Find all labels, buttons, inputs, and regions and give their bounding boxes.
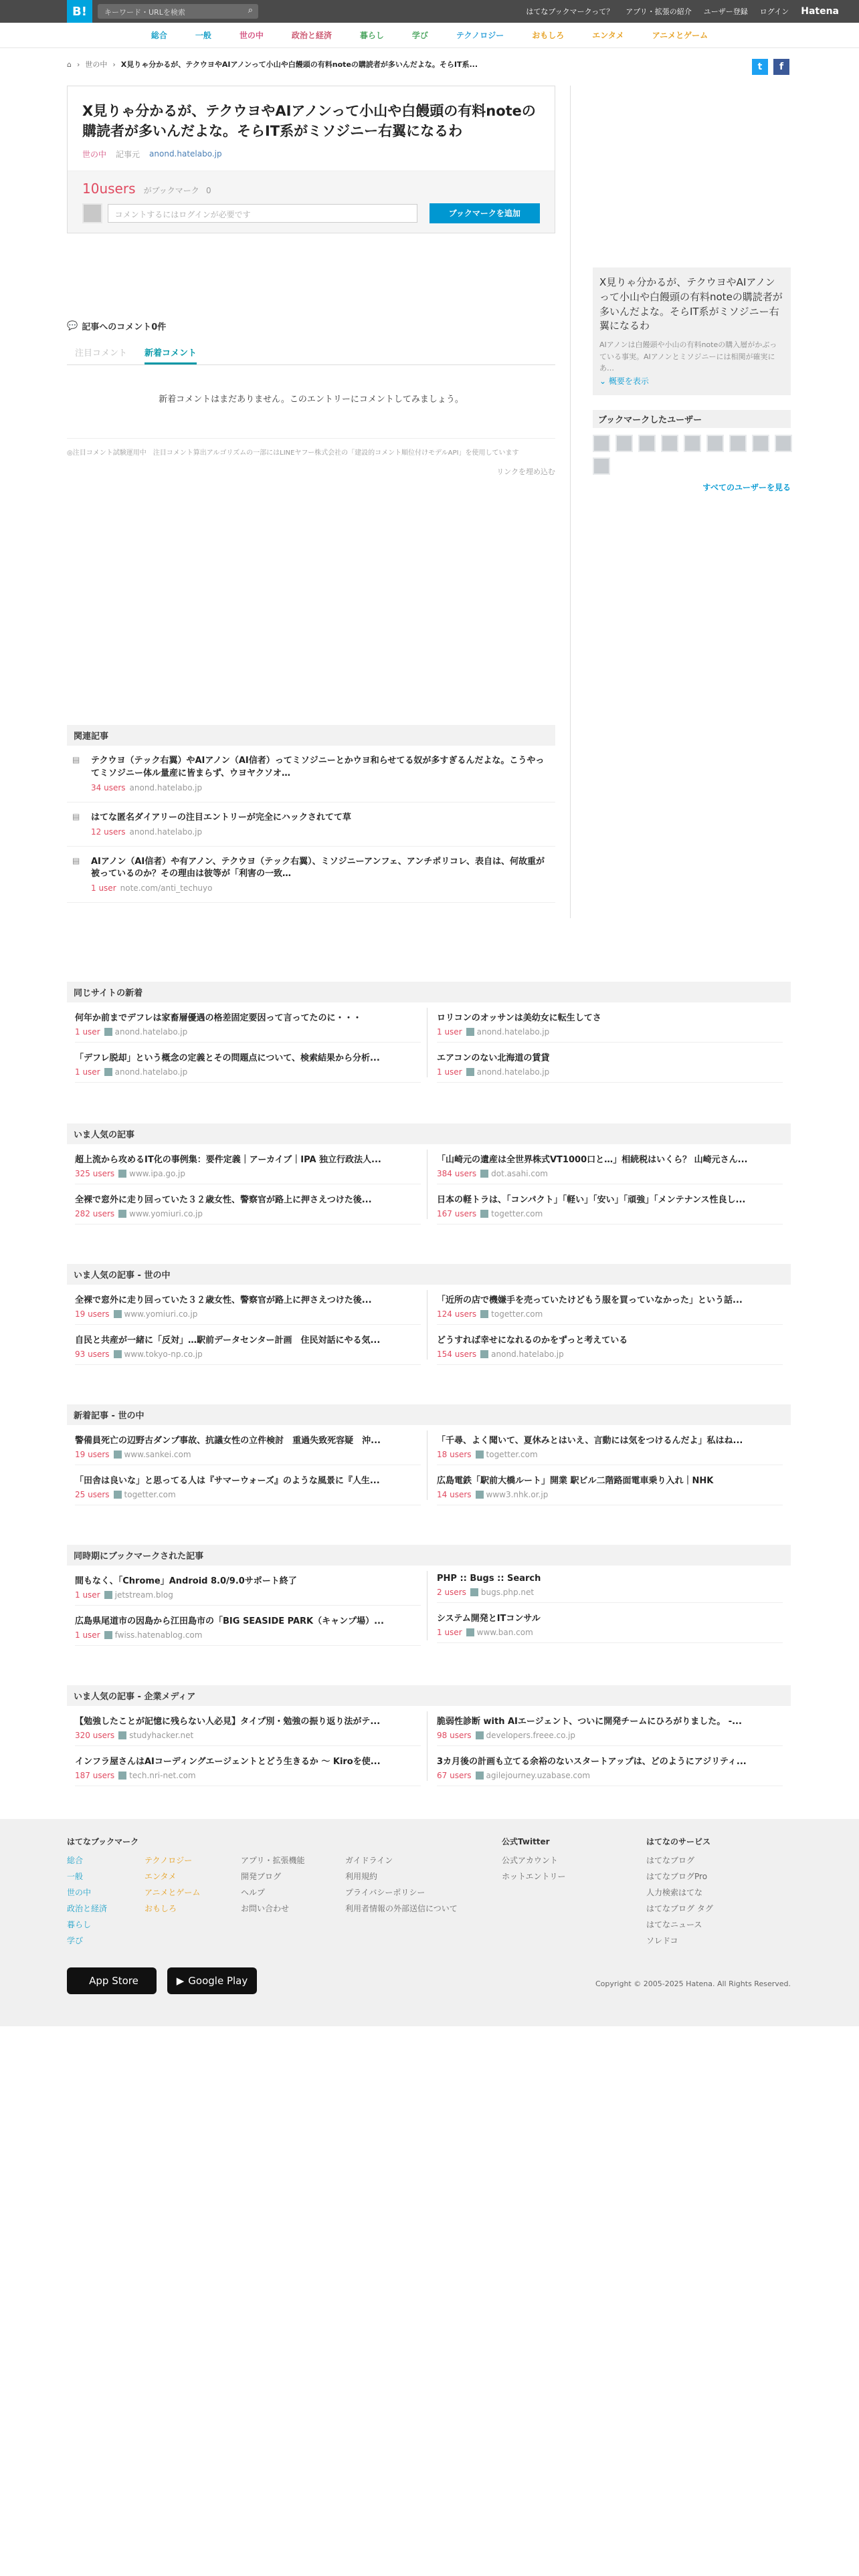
user-avatar[interactable] <box>729 435 747 452</box>
item-title[interactable]: 全裸で窓外に走り回っていた３２歳女性、警察官が路上に押さえつけた後... <box>75 1295 372 1305</box>
user-avatar[interactable] <box>706 435 724 452</box>
item-title[interactable]: 日本の軽トラは、「コンパクト」「軽い」「安い」「頑強」「メンテナンス性良し... <box>437 1195 746 1205</box>
list-item[interactable] <box>437 1325 783 1365</box>
related-site[interactable]: anond.hatelabo.jp <box>129 827 203 837</box>
app-store-badge[interactable] <box>67 1967 157 1994</box>
item-users[interactable]: 1 user <box>75 1027 100 1037</box>
list-item[interactable] <box>437 1144 783 1184</box>
item-title[interactable]: 「千尋、よく聞いて、夏休みとはいえ、言動には気をつけるんだよ」私はね... <box>437 1436 743 1446</box>
section-heading: いま人気の記事 - 世の中 <box>67 1264 791 1285</box>
related-item[interactable] <box>67 746 555 802</box>
item-users[interactable]: 384 users <box>437 1169 477 1178</box>
comment-tabs <box>67 342 555 365</box>
all-users-link[interactable]: すべてのユーザーを見る <box>702 483 791 493</box>
item-site[interactable]: anond.hatelabo.jp <box>476 1067 550 1077</box>
article-section <box>67 1685 791 1786</box>
list-item[interactable] <box>75 1706 421 1746</box>
user-avatar[interactable] <box>752 435 769 452</box>
item-title[interactable]: 【勉強したことが記憶に残らない人必見】タイプ別・勉強の振り返り法がテ... <box>75 1717 381 1727</box>
user-avatar[interactable] <box>593 457 610 475</box>
item-users[interactable]: 1 user <box>75 1067 100 1077</box>
item-site[interactable]: fwiss.hatenablog.com <box>114 1630 203 1640</box>
footer-link[interactable]: 利用規約 <box>345 1872 378 1881</box>
item-site[interactable]: anond.hatelabo.jp <box>114 1067 188 1077</box>
entry-author-label: 記事元 <box>116 149 140 159</box>
related-heading: 関連記事 <box>67 725 555 746</box>
item-title[interactable]: 「近所の店で機嫌手を売っていたけどもう服を買っていなかった」という話... <box>437 1295 743 1305</box>
list-item[interactable] <box>75 1285 421 1325</box>
item-users[interactable]: 19 users <box>75 1450 110 1459</box>
user-avatar[interactable] <box>661 435 678 452</box>
related-site[interactable]: anond.hatelabo.jp <box>129 782 203 792</box>
list-item[interactable] <box>437 1566 783 1603</box>
footer-category-link[interactable]: おもしろ <box>145 1904 177 1913</box>
article-section <box>67 1545 791 1646</box>
home-icon[interactable]: ⌂ <box>67 60 72 69</box>
favicon-icon <box>104 1068 112 1076</box>
section-column <box>67 1706 429 1786</box>
list-item[interactable] <box>437 1285 783 1325</box>
register-link[interactable]: ユーザー登録 <box>703 7 748 16</box>
article-icon: ▤ <box>72 811 80 821</box>
footer-link[interactable]: プライバシーポリシー <box>345 1888 425 1897</box>
section-column <box>67 1566 429 1646</box>
share-buttons <box>752 59 789 75</box>
top-links <box>526 0 839 23</box>
footer-link[interactable]: 利用者情報の外部送信について <box>345 1904 458 1913</box>
footer-category-link[interactable]: 暮らし <box>67 1920 92 1929</box>
section-column <box>429 1144 791 1224</box>
google-play-badge[interactable] <box>167 1967 257 1994</box>
favicon-icon <box>114 1491 122 1499</box>
item-title[interactable]: 「山崎元の遺産は全世界株式VT1000口と…」相続税はいくら？ 山崎元さん... <box>437 1155 748 1165</box>
search-placeholder: キーワード・URLを検索 <box>104 8 185 17</box>
related-articles <box>67 725 555 903</box>
section-column <box>429 1425 791 1505</box>
footer-bookmark-title: はてなブックマーク <box>67 1837 139 1846</box>
embed-link[interactable]: リンクを埋め込む <box>496 467 555 476</box>
footer-category-link[interactable]: 総合 <box>67 1856 84 1865</box>
section-column <box>429 1566 791 1646</box>
item-site[interactable]: bugs.php.net <box>480 1588 535 1597</box>
hatena-brand[interactable]: Hatena <box>801 6 839 17</box>
favicon-icon <box>104 1591 112 1599</box>
bookmark-label: がブックマーク <box>143 185 199 195</box>
list-item[interactable] <box>75 1043 421 1083</box>
item-users[interactable]: 14 users <box>437 1490 472 1499</box>
item-users[interactable]: 1 user <box>75 1590 100 1600</box>
item-users[interactable]: 1 user <box>437 1628 462 1637</box>
related-title[interactable]: テクウヨ（テック右翼）やAIアノン（AI信者）ってミソジニーとかウヨ和らせてる奴が多すぎるんだよな。こうやってミソジニー体ル量産に皆まらず、ウヨヤクソオ… <box>91 756 545 778</box>
section-heading: 新着記事 - 世の中 <box>67 1404 791 1425</box>
section-column <box>67 1144 429 1224</box>
show-summary-link[interactable]: ⌄ 概要を表示 <box>599 376 649 386</box>
breadcrumb: ⌂ › 世の中 › X見りゃ分かるが、テクウヨやAIアノンって小山や白饅頭の有料noteの購読者が多いんだよな。そらIT系... <box>67 60 478 69</box>
section-column <box>429 1285 791 1365</box>
favicon-icon <box>480 1210 488 1218</box>
article-section <box>67 1123 791 1224</box>
item-site[interactable]: studyhacker.net <box>129 1731 194 1740</box>
user-avatar[interactable] <box>638 435 656 452</box>
article-section <box>67 1264 791 1365</box>
favicon-icon <box>104 1028 112 1036</box>
item-site[interactable]: togetter.com <box>491 1309 543 1319</box>
item-title[interactable]: インフラ屋さんはAIコーディングエージェントとどう生きるか ～ Kiroを使... <box>75 1757 381 1767</box>
apps-link[interactable]: アプリ・拡張の紹介 <box>626 7 692 16</box>
footer-category-link[interactable]: 一般 <box>67 1872 84 1881</box>
footer-twitter-title: 公式Twitter <box>502 1837 550 1846</box>
summary-title[interactable]: X見りゃ分かるが、テクウヨやAIアノンって小山や白饅頭の有料noteの購読者が多いんだよな。そらIT系がミソジニー右翼になるわ <box>599 276 783 332</box>
item-site[interactable]: developers.freee.co.jp <box>486 1731 576 1740</box>
category-tab[interactable]: 世の中 <box>239 31 264 40</box>
footer-link[interactable]: 開発ブログ <box>241 1872 282 1881</box>
favicon-icon <box>114 1451 122 1459</box>
footer-category-link[interactable]: 世の中 <box>67 1888 92 1897</box>
list-item[interactable] <box>75 1746 421 1786</box>
section-column <box>429 1002 791 1083</box>
top-bar <box>0 0 859 23</box>
hatena-bookmark-logo[interactable]: B! <box>67 0 92 23</box>
favicon-icon <box>466 1628 474 1636</box>
category-tab[interactable]: 暮らし <box>359 31 384 40</box>
category-tab[interactable]: おもしろ <box>532 31 565 40</box>
entry-category[interactable]: 世の中 <box>82 149 107 159</box>
category-tab[interactable]: アニメとゲーム <box>652 31 708 40</box>
show-summary-label: 概要を表示 <box>608 376 649 386</box>
avatar <box>82 203 102 223</box>
list-item[interactable] <box>75 1425 421 1465</box>
list-item[interactable] <box>75 1606 421 1646</box>
item-site[interactable]: www.tokyo-np.co.jp <box>124 1350 203 1359</box>
favicon-icon <box>466 1028 474 1036</box>
breadcrumb-category[interactable]: 世の中 <box>85 60 108 69</box>
category-tab[interactable]: テクノロジー <box>456 31 504 40</box>
user-avatar[interactable] <box>593 435 610 452</box>
footer-link[interactable]: ガイドライン <box>345 1856 393 1865</box>
breadcrumb-title: X見りゃ分かるが、テクウヨやAIアノンって小山や白饅頭の有料noteの購読者が多いんだよな。そらIT系... <box>120 60 478 69</box>
bookmarked-users-heading: ブックマークしたユーザー <box>593 410 791 428</box>
section-heading: いま人気の記事 - 企業メディア <box>67 1685 791 1706</box>
favicon-icon <box>480 1170 488 1178</box>
section-column <box>67 1285 429 1365</box>
related-title[interactable]: AIアノン（AI信者）や有アノン、テクウヨ（テック右翼）、ミソジニーアンフェ、アンチポリコレ、表自は、何故重が被っているのか？その理由は彼等が「利害の一致… <box>91 856 545 879</box>
footer-twitter-link[interactable]: ホットエントリー <box>502 1872 566 1881</box>
footer-service-link[interactable]: 人力検索はてな <box>646 1888 703 1897</box>
favicon-icon <box>118 1170 126 1178</box>
footer-services-title: はてなのサービス <box>646 1837 711 1846</box>
favicon-icon <box>476 1731 484 1739</box>
column-divider <box>570 86 571 918</box>
item-users[interactable]: 320 users <box>75 1731 115 1740</box>
summary-text: AIアノンは白饅頭や小山の有料noteの購入層がかぶっている事実。AIアノンとミソジニーには相関が確実にあ… <box>599 340 777 373</box>
category-tab[interactable]: 学び <box>411 31 428 40</box>
favicon-icon <box>476 1772 484 1780</box>
comments-section <box>67 320 555 477</box>
favicon-icon <box>476 1491 484 1499</box>
footer-service-link[interactable]: はてなブログ <box>646 1856 695 1865</box>
list-item[interactable] <box>75 1566 421 1606</box>
item-site[interactable]: anond.hatelabo.jp <box>491 1350 564 1359</box>
list-item[interactable] <box>437 1043 783 1083</box>
item-site[interactable]: anond.hatelabo.jp <box>114 1027 188 1037</box>
entry-title[interactable]: X見りゃ分かるが、テクウヨやAIアノンって小山や白饅頭の有料noteの購読者が多いんだよな。そらIT系がミソジニー右翼になるわ <box>82 103 536 140</box>
favicon-icon <box>476 1451 484 1459</box>
related-title[interactable]: はてな匿名ダイアリーの注目エントリーが完全にハックされてて草 <box>91 812 351 823</box>
footer-bookmark <box>67 1834 138 1852</box>
section-column <box>67 1002 429 1083</box>
comments-title <box>67 320 555 332</box>
section-heading: 同じサイトの新着 <box>67 982 791 1002</box>
item-title[interactable]: 超上流から攻めるIT化の事例集：要件定義｜アーカイブ｜IPA 独立行政法人... <box>75 1155 381 1165</box>
item-users[interactable]: 98 users <box>437 1731 472 1740</box>
add-bookmark-label: ブックマークを追加 <box>448 209 520 219</box>
article-section <box>67 1404 791 1505</box>
category-nav <box>0 23 859 48</box>
comments-title-text: 記事へのコメント0件 <box>82 322 167 332</box>
section-heading: いま人気の記事 <box>67 1123 791 1144</box>
tab-new[interactable]: 新着コメント <box>145 342 197 364</box>
article-section <box>67 982 791 1083</box>
item-title[interactable]: 全裸で窓外に走り回っていた３２歳女性、警察官が路上に押さえつけた後... <box>75 1195 372 1205</box>
tab-featured[interactable]: 注目コメント <box>75 348 128 358</box>
no-comments-text: 新着コメントはまだありません。このエントリーにコメントしてみましょう。 <box>159 395 464 405</box>
footer-category-link[interactable]: 政治と経済 <box>67 1904 108 1913</box>
favicon-icon <box>480 1310 488 1318</box>
item-title[interactable]: 「田舎は良いな」と思ってる人は『サマーウォーズ』のような風景に『人生... <box>75 1476 380 1486</box>
item-users[interactable]: 282 users <box>75 1209 115 1218</box>
related-users[interactable]: 1 user <box>91 883 116 893</box>
item-site[interactable]: www3.nhk.or.jp <box>486 1490 549 1499</box>
item-users[interactable]: 19 users <box>75 1309 110 1319</box>
favicon-icon <box>104 1631 112 1639</box>
facebook-icon[interactable]: f <box>773 59 789 75</box>
favicon-icon <box>118 1731 126 1739</box>
search-input[interactable] <box>98 4 258 19</box>
item-users[interactable]: 154 users <box>437 1350 477 1359</box>
related-site[interactable]: note.com/anti_techuyo <box>120 883 213 893</box>
item-users[interactable]: 325 users <box>75 1169 115 1178</box>
list-item[interactable] <box>437 1425 783 1465</box>
item-title[interactable]: 広島電鉄「駅前大橋ルート」開業 駅ビル二階路面電車乗り入れ｜NHK <box>437 1476 714 1486</box>
category-tab[interactable]: エンタメ <box>592 31 624 40</box>
comment-icon: 💬 <box>67 321 78 331</box>
footer-category-link[interactable]: テクノロジー <box>145 1856 193 1865</box>
item-site[interactable]: togetter.com <box>491 1209 543 1218</box>
add-bookmark-button[interactable] <box>430 203 540 223</box>
footer-link[interactable]: お問い合わせ <box>241 1904 290 1913</box>
item-users[interactable]: 1 user <box>437 1067 462 1077</box>
list-item[interactable] <box>437 1002 783 1043</box>
twitter-icon[interactable]: t <box>752 59 768 75</box>
item-users[interactable]: 167 users <box>437 1209 477 1218</box>
footer-service-link[interactable]: ソレドコ <box>646 1936 678 1945</box>
favicon-icon <box>466 1068 474 1076</box>
entry-box <box>67 86 555 233</box>
favicon-icon <box>114 1310 122 1318</box>
item-title[interactable]: 間もなく、「Chrome」Android 8.0/9.0サポート終了 <box>75 1576 297 1586</box>
footer <box>0 1819 859 2026</box>
item-users[interactable]: 187 users <box>75 1771 115 1780</box>
item-users[interactable]: 93 users <box>75 1350 110 1359</box>
item-users[interactable]: 2 users <box>437 1588 466 1597</box>
category-tab[interactable]: 総合 <box>151 31 167 40</box>
item-title[interactable]: 脆弱性診断 with AIエージェント、ついに開発チームにひろがりました。 -... <box>437 1717 742 1727</box>
app-store-label: App Store <box>89 1975 138 1987</box>
user-avatar[interactable] <box>775 435 792 452</box>
entry-source[interactable]: anond.hatelabo.jp <box>149 149 222 159</box>
list-item[interactable] <box>437 1603 783 1643</box>
favicon-icon <box>118 1772 126 1780</box>
section-heading: 同時期にブックマークされた記事 <box>67 1545 791 1566</box>
item-title[interactable]: ロリコンのオッサンは美幼女に転生してさ <box>437 1013 601 1023</box>
item-site[interactable]: jetstream.blog <box>114 1590 173 1600</box>
item-site[interactable]: agilejourney.uzabase.com <box>486 1771 591 1780</box>
item-title[interactable]: エアコンのない北海道の賃貸 <box>437 1053 550 1063</box>
category-tab[interactable]: 政治と経済 <box>291 31 332 40</box>
search-icon[interactable]: ⌕ <box>248 5 253 15</box>
google-play-label: Google Play <box>188 1975 248 1987</box>
section-column <box>67 1425 429 1505</box>
article-icon: ▤ <box>72 755 80 764</box>
item-site[interactable]: dot.asahi.com <box>491 1169 548 1178</box>
related-users[interactable]: 12 users <box>91 827 126 837</box>
item-title[interactable]: どうすれば幸せになれるのかをずっと考えている <box>437 1335 628 1346</box>
comment-input[interactable]: コメントするにはログインが必要です <box>108 204 417 223</box>
summary-box <box>593 267 791 395</box>
item-users[interactable]: 1 user <box>437 1027 462 1037</box>
play-icon: ▶ <box>176 1975 185 1987</box>
item-site[interactable]: www.ban.com <box>476 1628 533 1637</box>
footer-service-link[interactable]: はてなブログPro <box>646 1872 708 1881</box>
section-column <box>429 1706 791 1786</box>
copyright: Copyright © 2005-2025 Hatena. All Rights Reserved. <box>595 1979 791 1988</box>
list-item[interactable] <box>75 1184 421 1224</box>
item-users[interactable]: 18 users <box>437 1450 472 1459</box>
bookmark-area <box>68 171 555 233</box>
list-item[interactable] <box>437 1706 783 1746</box>
footer-service-link[interactable]: はてなブログ タグ <box>646 1904 713 1913</box>
article-icon: ▤ <box>72 855 80 865</box>
comment-count: 0 <box>205 185 211 195</box>
item-title[interactable]: システム開発とITコンサル <box>437 1614 541 1624</box>
item-title[interactable]: PHP :: Bugs :: Search <box>437 1574 541 1584</box>
footer-category-link[interactable]: エンタメ <box>145 1872 177 1881</box>
item-site[interactable]: www.yomiuri.co.jp <box>129 1209 203 1218</box>
favicon-icon <box>470 1588 478 1596</box>
footer-twitter-link[interactable]: 公式アカウント <box>502 1856 558 1865</box>
sidebar <box>593 267 791 493</box>
item-site[interactable]: togetter.com <box>486 1450 538 1459</box>
footer-services <box>646 1834 713 1949</box>
list-item[interactable] <box>437 1746 783 1786</box>
item-title[interactable]: 「デフレ脱却」という概念の定義とその問題点について、検索結果から分析... <box>75 1053 380 1063</box>
footer-category-link[interactable]: アニメとゲーム <box>145 1888 201 1897</box>
list-item[interactable] <box>75 1144 421 1184</box>
footer-service-link[interactable]: はてなニュース <box>646 1920 702 1929</box>
comments-note: ◎注目コメント試験運用中 注目コメント算出アルゴリズムの一部にはLINEヤフー株式会社の「建設的コメント順位付けモデルAPI」を使用しています <box>67 438 555 457</box>
favicon-icon <box>480 1350 488 1358</box>
item-users[interactable]: 124 users <box>437 1309 477 1319</box>
item-users[interactable]: 1 user <box>75 1630 100 1640</box>
item-title[interactable]: 警備員死亡の辺野古ダンプ事故、抗議女性の立件検討 重過失致死容疑 沖... <box>75 1436 381 1446</box>
item-title[interactable]: 自民と共産が一緒に「反対」…駅前データセンター計画 住民対話にやる気... <box>75 1335 381 1346</box>
users-count[interactable]: 10users <box>82 180 136 197</box>
related-item[interactable] <box>67 802 555 847</box>
item-site[interactable]: www.yomiuri.co.jp <box>124 1309 198 1319</box>
item-site[interactable]: anond.hatelabo.jp <box>476 1027 550 1037</box>
category-tab[interactable]: 一般 <box>195 31 211 40</box>
list-item[interactable] <box>437 1184 783 1224</box>
user-avatar[interactable] <box>684 435 701 452</box>
item-site[interactable]: www.ipa.go.jp <box>129 1169 185 1178</box>
login-link[interactable]: ログイン <box>759 7 789 16</box>
item-site[interactable]: tech.nri-net.com <box>129 1771 196 1780</box>
item-title[interactable]: 3カ月後の計画も立てる余裕のないスタートアップは、どのようにアジリティ... <box>437 1757 747 1767</box>
footer-link[interactable]: ヘルプ <box>241 1888 266 1897</box>
related-item[interactable] <box>67 847 555 903</box>
item-site[interactable]: togetter.com <box>124 1490 176 1499</box>
favicon-icon <box>118 1210 126 1218</box>
about-link[interactable]: はてなブックマークって？ <box>526 7 614 16</box>
footer-link[interactable]: アプリ・拡張機能 <box>241 1856 305 1865</box>
bookmarked-users-list <box>593 428 793 475</box>
user-avatar[interactable] <box>615 435 633 452</box>
list-item[interactable] <box>75 1002 421 1043</box>
item-users[interactable]: 25 users <box>75 1490 110 1499</box>
item-site[interactable]: www.sankei.com <box>124 1450 191 1459</box>
list-item[interactable] <box>437 1465 783 1505</box>
footer-category-link[interactable]: 学び <box>67 1936 84 1945</box>
item-title[interactable]: 広島県尾道市の因島から江田島市の「BIG SEASIDE PARK（キャンプ場）... <box>75 1616 384 1626</box>
footer-twitter <box>502 1834 566 1885</box>
related-users[interactable]: 34 users <box>91 782 126 792</box>
list-item[interactable] <box>75 1465 421 1505</box>
entry-meta <box>68 148 555 171</box>
item-users[interactable]: 67 users <box>437 1771 472 1780</box>
list-item[interactable] <box>75 1325 421 1365</box>
item-title[interactable]: 何年か前までデフレは家畜層優遇の格差固定要因って言ってたのに・・・ <box>75 1013 362 1023</box>
favicon-icon <box>114 1350 122 1358</box>
